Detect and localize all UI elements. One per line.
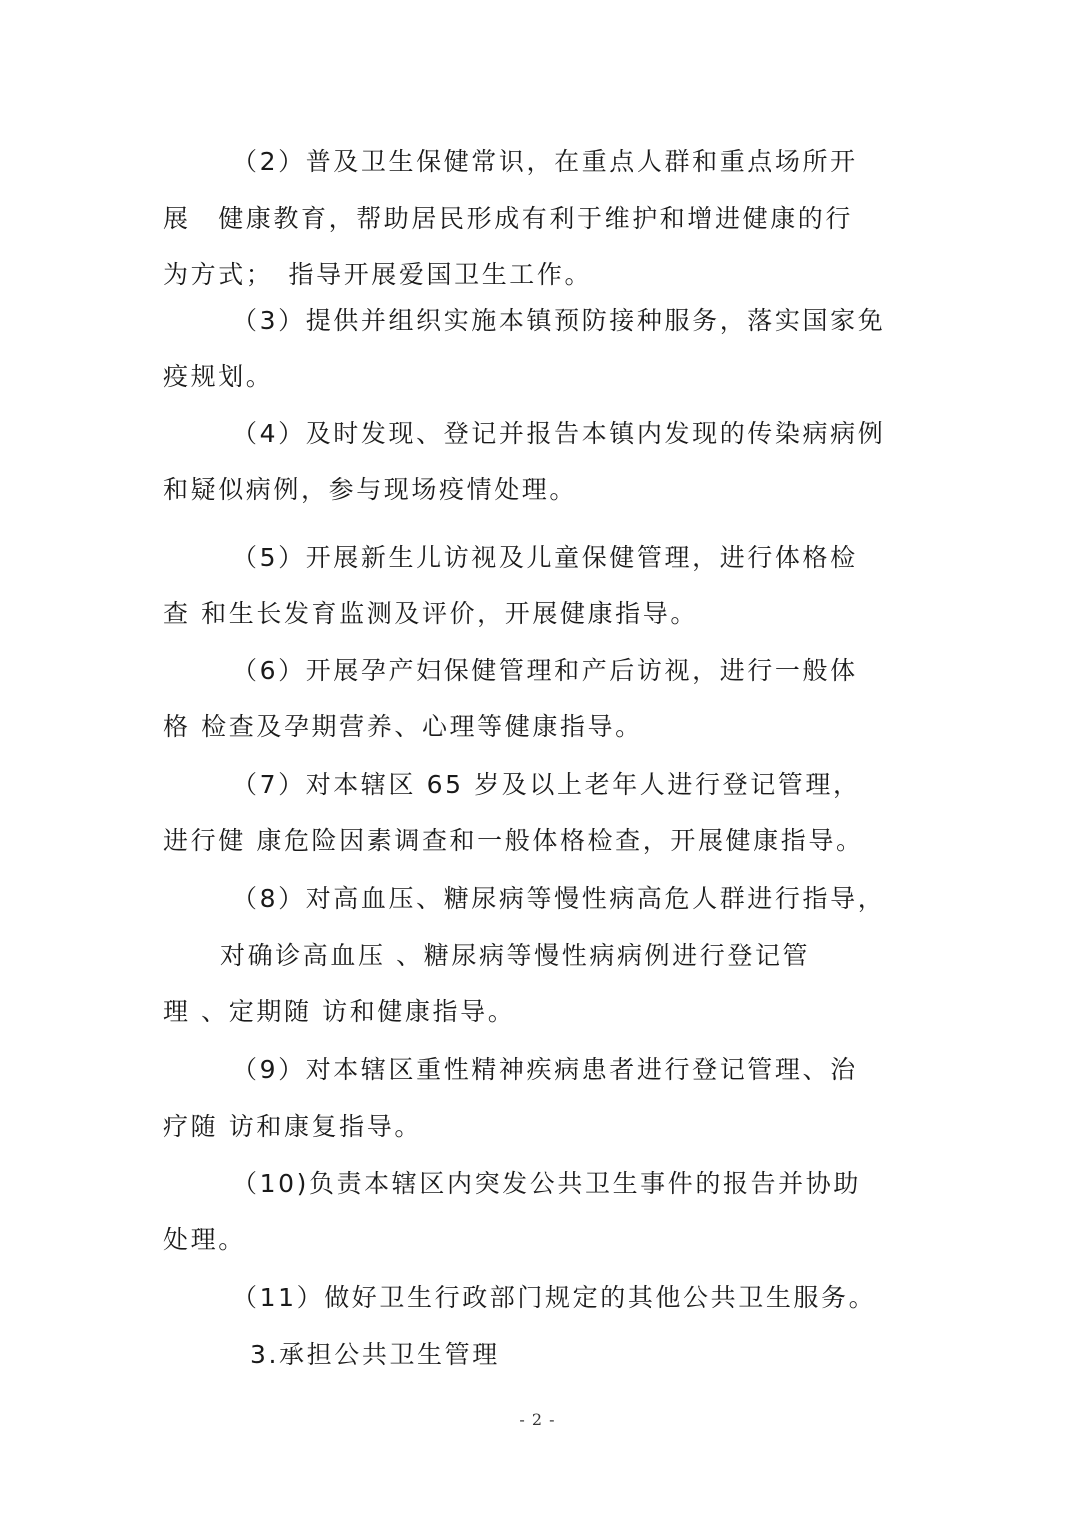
paragraph-line: 进行健 康危险因素调查和一般体格检查，开展健康指导。 bbox=[163, 826, 864, 855]
paragraph-line: （9）对本辖区重性精神疾病患者进行登记管理、治 bbox=[232, 1055, 858, 1084]
paragraph-line: 理 、定期随 访和健康指导。 bbox=[163, 997, 516, 1026]
paragraph-line: （6）开展孕产妇保健管理和产后访视，进行一般体 bbox=[232, 656, 858, 685]
section-heading: 3.承担公共卫生管理 bbox=[250, 1340, 500, 1369]
paragraph-line: （7）对本辖区 65 岁及以上老年人进行登记管理， bbox=[232, 770, 861, 799]
paragraph-line: 处理。 bbox=[163, 1225, 246, 1254]
paragraph-line: 对确诊高血压 、糖尿病等慢性病病例进行登记管 bbox=[220, 941, 811, 970]
paragraph-line: 和疑似病例，参与现场疫情处理。 bbox=[163, 475, 578, 504]
paragraph-line: （8）对高血压、糖尿病等慢性病高危人群进行指导， bbox=[232, 884, 886, 913]
paragraph-line: （10)负责本辖区内突发公共卫生事件的报告并协助 bbox=[232, 1169, 861, 1198]
paragraph-line: 查 和生长发育监测及评价，开展健康指导。 bbox=[163, 599, 698, 628]
paragraph-line: （3）提供并组织实施本镇预防接种服务，落实国家免 bbox=[232, 306, 886, 335]
paragraph-line: （5）开展新生儿访视及儿童保健管理，进行体格检 bbox=[232, 543, 858, 572]
paragraph-line: 为方式； 指导开展爱国卫生工作。 bbox=[163, 260, 593, 289]
paragraph-line: 疗随 访和康复指导。 bbox=[163, 1112, 422, 1141]
page-number: - 2 - bbox=[519, 1410, 556, 1429]
paragraph-line: 格 检查及孕期营养、心理等健康指导。 bbox=[163, 712, 643, 741]
paragraph-line: （4）及时发现、登记并报告本镇内发现的传染病病例 bbox=[232, 419, 886, 448]
paragraph-line: 疫规划。 bbox=[163, 362, 274, 391]
paragraph-line: 展 健康教育，帮助居民形成有利于维护和增进健康的行 bbox=[163, 204, 854, 233]
paragraph-line: （11）做好卫生行政部门规定的其他公共卫生服务。 bbox=[232, 1283, 877, 1312]
paragraph-line: （2）普及卫生保健常识，在重点人群和重点场所开 bbox=[232, 147, 858, 176]
